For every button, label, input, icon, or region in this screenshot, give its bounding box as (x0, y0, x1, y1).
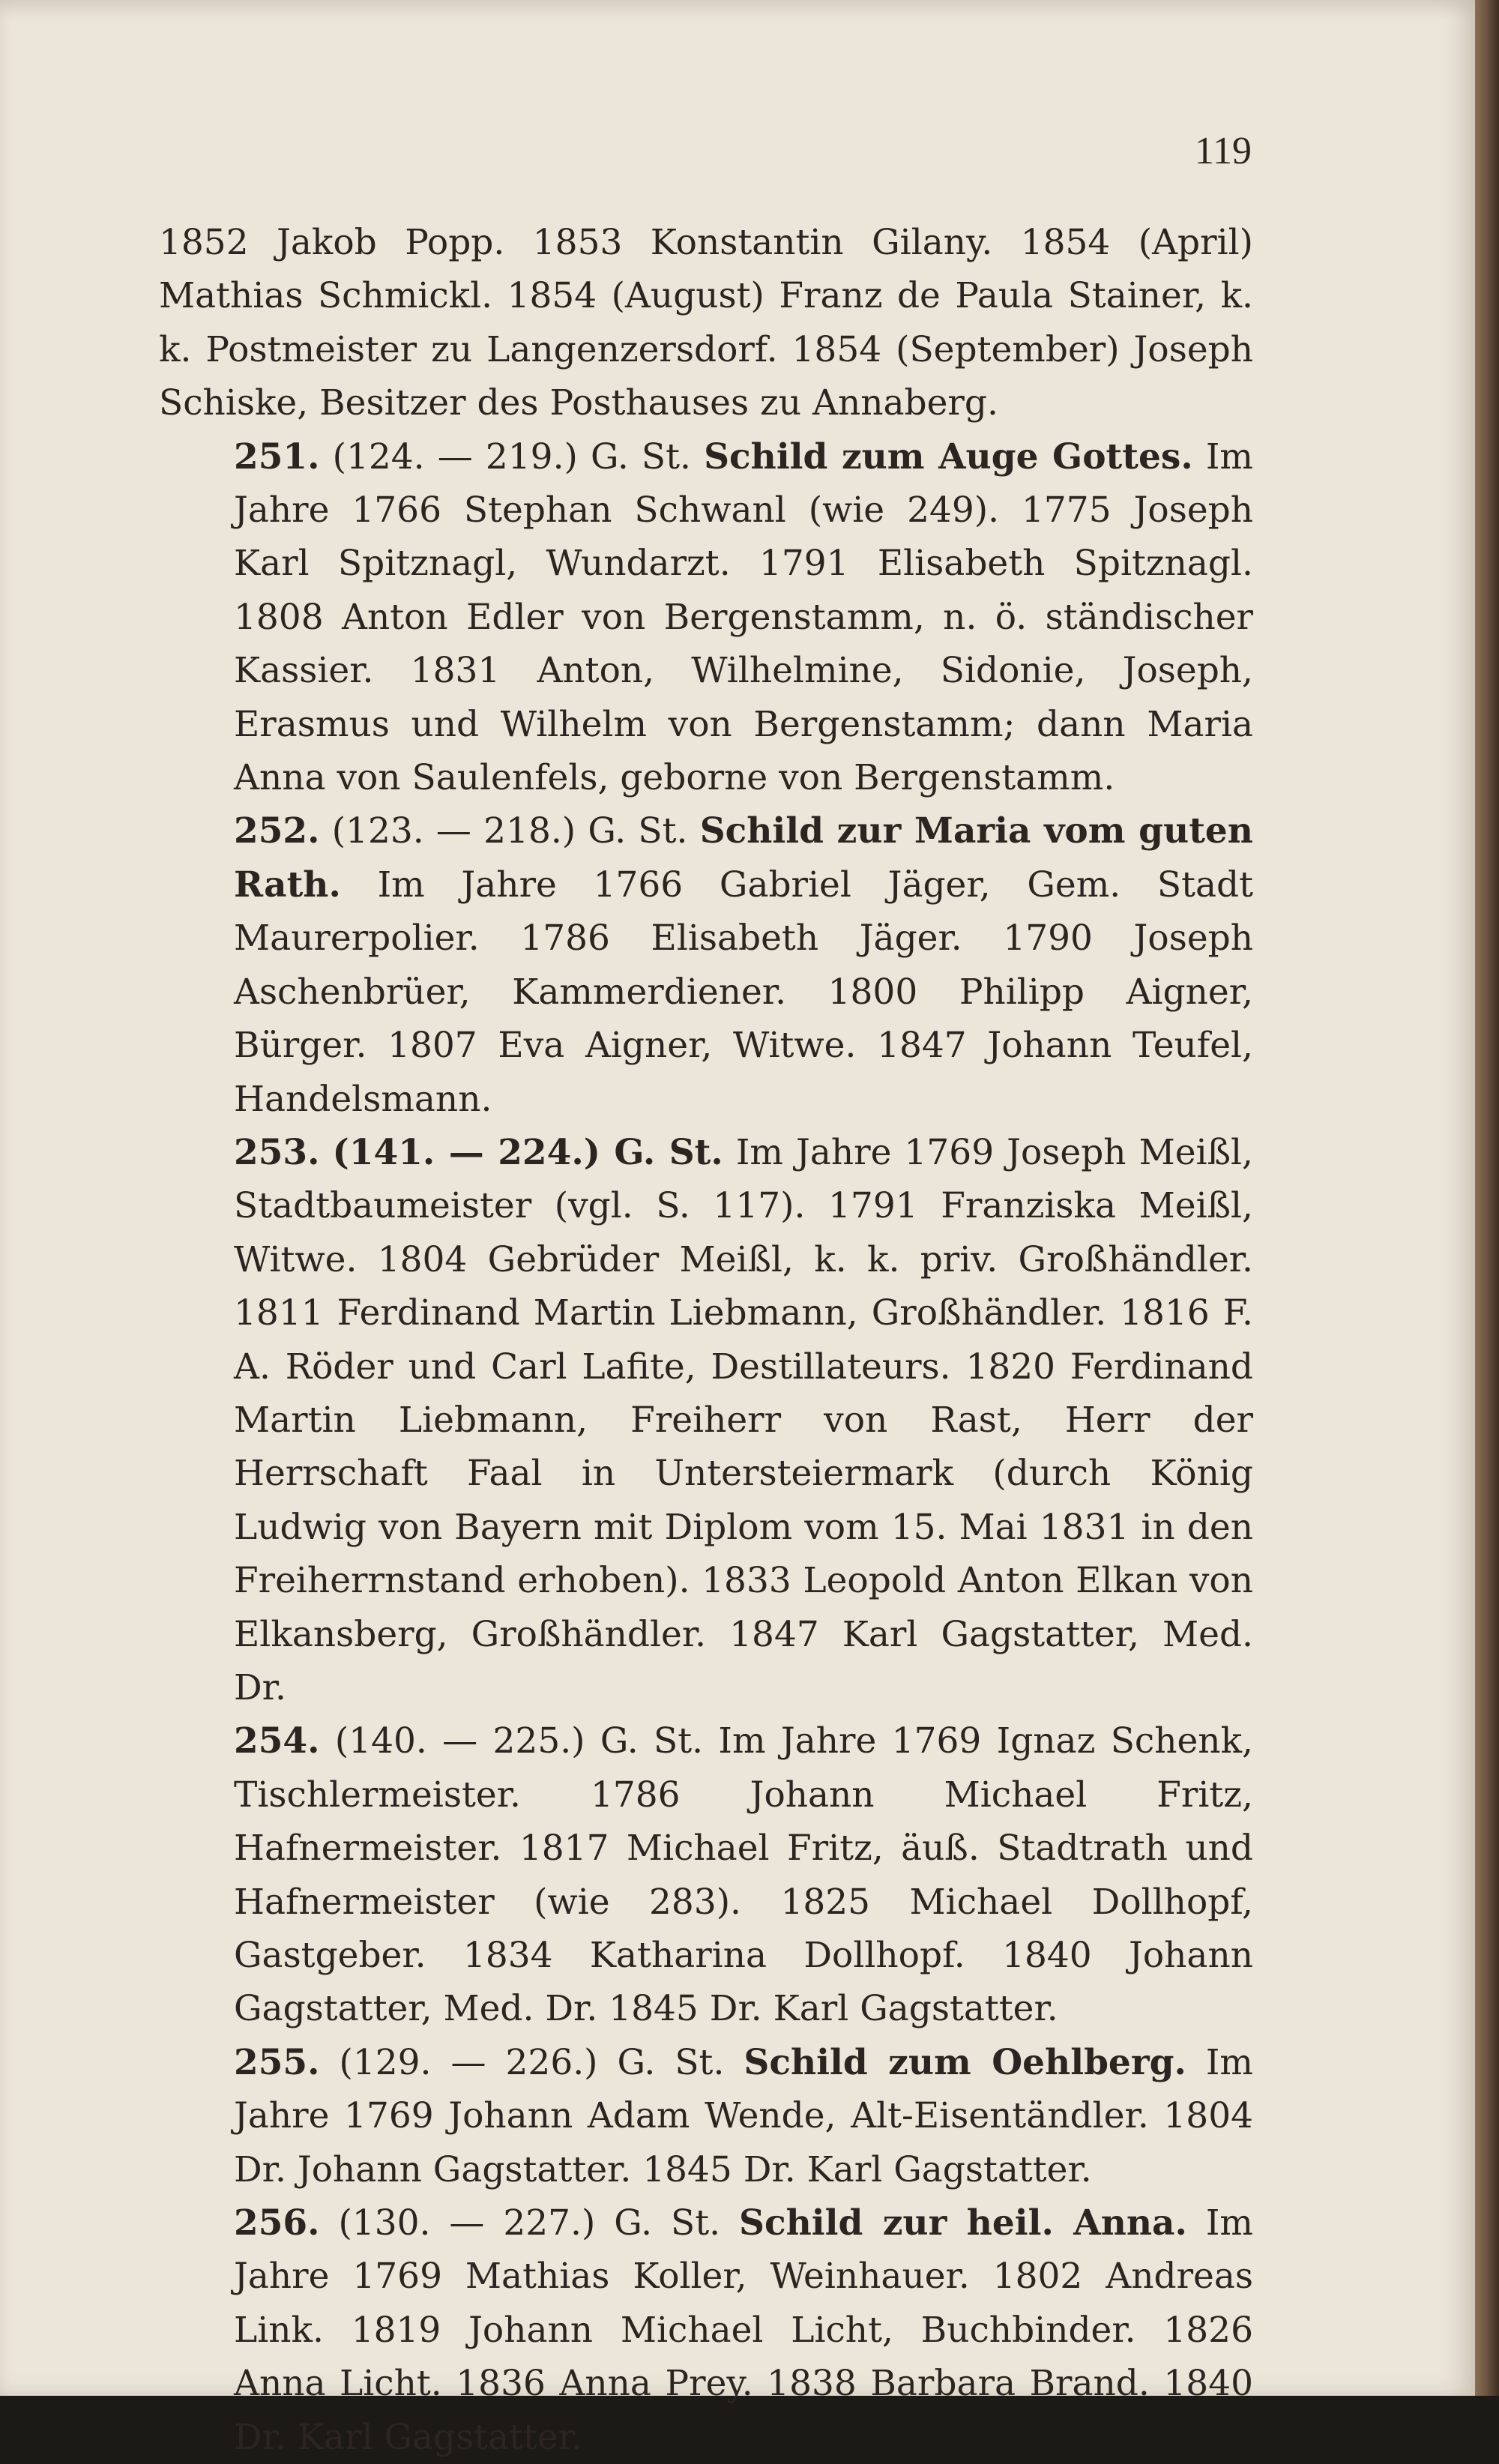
entry-number: 252. (234, 810, 320, 852)
entry-title: Schild zum Auge Gottes. (704, 436, 1193, 478)
page-text (159, 216, 1253, 2464)
entry-256 (159, 2196, 1253, 2464)
entry-text: Im Jahre 1769 Mathias Koller, Weinhauer. 1802 Andreas Link. 1819 Johann Michael Licht, Buchbinder. 1826 Anna Licht. 1836 Anna Prey. 1838 Barbara Brand. 1840 Dr. Karl Gagstatter. (234, 2202, 1253, 2458)
entry-title: Schild zum Oehlberg. (744, 2041, 1186, 2083)
entry-text: Im Jahre 1766 Stephan Schwanl (wie 249). 1775 Joseph Karl Spitznagl, Wundarzt. 1791 Elisabeth Spitznagl. 1808 Anton Edler von Bergenstamm, n. ö. ständischer Kassier. 1831 Anton, Wilhelmine, Sidonie, Joseph, Erasmus und Wilhelm von Bergenstamm; dann Maria Anna von Saulenfels, geborne von Bergenstamm. (234, 436, 1253, 799)
entry-number: 251. (234, 436, 320, 478)
page-number: 119 (1194, 130, 1252, 172)
book-edge (1475, 0, 1499, 2396)
entry-title: Schild zur Maria vom guten Rath. (234, 810, 1253, 906)
entry-text: Im Jahre 1769 Joseph Meißl, Stadtbaumeister (vgl. S. 117). 1791 Franziska Meißl, Witwe. 1804 Gebrüder Meißl, k. k. priv. Großhändler. 1811 Ferdinand Martin Liebmann, Großhändler. 1816 F. A. Röder und Carl Lafite, Destillateurs. 1820 Ferdinand Martin Liebmann, Freiherr von Rast, Herr der Herrschaft Faal in Untersteiermark (durch König Ludwig von Bayern mit Diplom vom 15. Mai 1831 in den Freiherrnstand erhoben). 1833 Leopold Anton Elkan von Elkansberg, Großhändler. 1847 Karl Gagstatter, Med. Dr. (234, 1131, 1253, 1708)
entry-reference: (129. — 226.) G. St. (339, 2041, 725, 2083)
entry-reference: (141. — 224.) G. St. (332, 1131, 723, 1173)
entry-number: 256. (234, 2202, 320, 2244)
entry-title: Schild zur heil. Anna. (739, 2202, 1187, 2244)
entry-text: Im Jahre 1769 Johann Adam Wende, Alt-Eisentändler. 1804 Dr. Johann Gagstatter. 1845 Dr. Karl Gagstatter. (234, 2041, 1253, 2190)
entry-reference: (123. — 218.) G. St. (331, 810, 688, 852)
entry-reference: (124. — 219.) G. St. (332, 436, 691, 478)
entry-continuation (159, 216, 1253, 430)
entry-number: 255. (234, 2041, 320, 2083)
entry-254 (159, 1714, 1253, 2035)
entry-number: 253. (234, 1131, 320, 1173)
entry-text: 1852 Jakob Popp. 1853 Konstantin Gilany. 1854 (April) Mathias Schmickl. 1854 (August) Franz de Paula Stainer, k. k. Postmeister zu Langenzersdorf. 1854 (September) Joseph Schiske, Besitzer des Posthauses zu Annaberg. (159, 222, 1253, 424)
entry-text: Im Jahre 1769 Ignaz Schenk, Tischlermeister. 1786 Johann Michael Fritz, Hafnermeister. 1817 Michael Fritz, äuß. Stadtrath und Hafnermeister (wie 283). 1825 Michael Dollhopf, Gastgeber. 1834 Katharina Dollhopf. 1840 Johann Gagstatter, Med. Dr. 1845 Dr. Karl Gagstatter. (234, 1720, 1253, 2030)
entry-reference: (130. — 227.) G. St. (338, 2202, 721, 2244)
entry-text: Im Jahre 1766 Gabriel Jäger, Gem. Stadt Maurerpolier. 1786 Elisabeth Jäger. 1790 Joseph Aschenbrüer, Kammerdiener. 1800 Philipp Aigner, Bürger. 1807 Eva Aigner, Witwe. 1847 Johann Teufel, Handelsmann. (234, 864, 1254, 1120)
entry-number: 254. (234, 1720, 320, 1762)
entry-251 (159, 430, 1253, 805)
entry-255 (159, 2036, 1253, 2196)
entry-252 (159, 804, 1253, 1125)
entry-253 (159, 1126, 1253, 1714)
entry-reference: (140. — 225.) G. St. (334, 1720, 704, 1762)
